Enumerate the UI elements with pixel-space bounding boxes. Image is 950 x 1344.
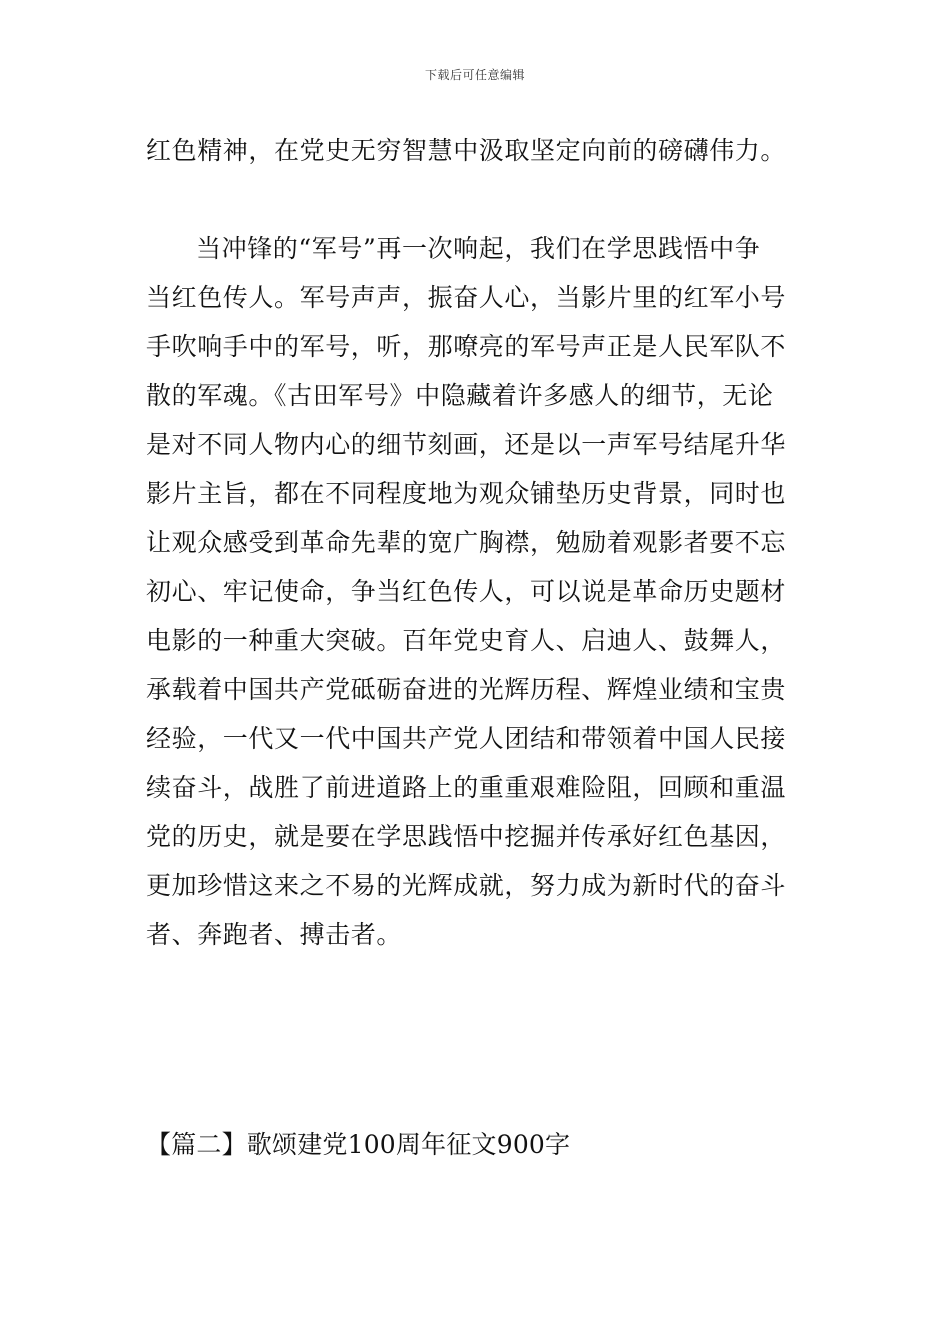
text-line: 承载着中国共产党砥砺奋进的光辉历程、辉煌业绩和宝贵	[146, 675, 787, 704]
text-line: 手吹响手中的军号，听，那嘹亮的军号声正是人民军队不	[146, 332, 787, 361]
text-line: 初心、牢记使命，争当红色传人，可以说是革命历史题材	[146, 577, 787, 606]
text-line: 者、奔跑者、搏击者。	[146, 920, 403, 949]
text-line: 红色精神，在党史无穷智慧中汲取坚定向前的磅礴伟力。	[146, 136, 787, 165]
text-line: 续奋斗，战胜了前进道路上的重重艰难险阻，回顾和重温	[146, 773, 787, 802]
continuation-paragraph	[146, 126, 806, 175]
text-line: 是对不同人物内心的细节刻画，还是以一声军号结尾升华	[146, 430, 787, 459]
section-heading: 【篇二】歌颂建党100周年征文900字	[146, 1130, 571, 1159]
text-line: 电影的一种重大突破。百年党史育人、启迪人、鼓舞人，	[146, 626, 787, 655]
text-line: 党的历史，就是要在学思践悟中挖掘并传承好红色基因，	[146, 822, 787, 851]
text-line: 让观众感受到革命先辈的宽广胸襟，勉励着观影者要不忘	[146, 528, 787, 557]
text-line: 当红色传人。军号声声，振奋人心，当影片里的红军小号	[146, 283, 787, 312]
text-line: 散的军魂。《古田军号》中隐藏着许多感人的细节，无论	[146, 381, 774, 410]
text-line: 当冲锋的“军号”再一次响起，我们在学思践悟中争	[196, 234, 761, 263]
text-line: 更加珍惜这来之不易的光辉成就，努力成为新时代的奋斗	[146, 871, 787, 900]
body-paragraph	[146, 224, 806, 959]
text-line: 经验，一代又一代中国共产党人团结和带领着中国人民接	[146, 724, 787, 753]
header-note: 下载后可任意编辑	[424, 68, 525, 82]
text-line: 影片主旨，都在不同程度地为观众铺垫历史背景，同时也	[146, 479, 787, 508]
